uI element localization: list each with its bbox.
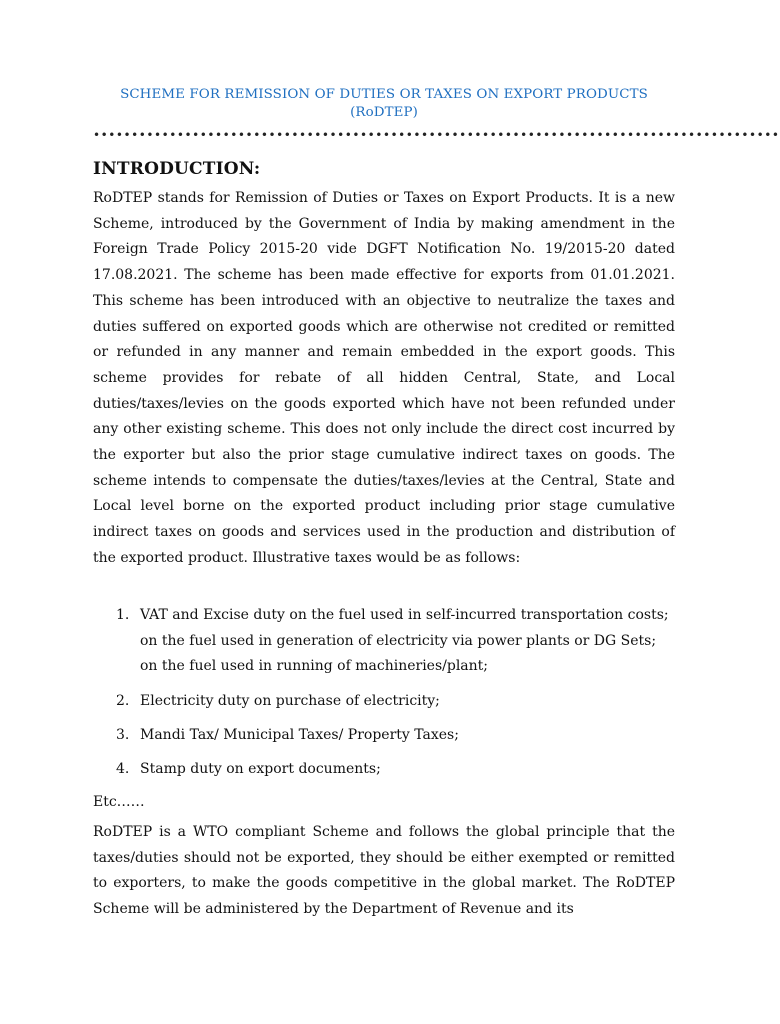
dotted-separator: •••••••••••••••••••••••••••••••••••••••••••••••••••••••••••••••••••••••••••••••••••••••••• — [93, 128, 780, 142]
illustrative-taxes-list — [93, 603, 675, 791]
list-item — [93, 689, 675, 715]
intro-paragraph: RoDTEP stands for Remission of Duties or Taxes on Export Products. It is a new Scheme, introduced by the Government of India by making amendment in the Foreign Trade Policy 2015-20 vide DGFT Notification No. 19/2015-20 dated 17.08.2021. The scheme has been made effective for exports from 01.01.2021. This scheme has been introduced with an objective to neutralize the taxes and duties suffered on exported goods which are otherwise not credited or remitted or refunded in any manner and remain embedded in the export goods. This scheme provides for rebate of all hidden Central, State, and Local duties/taxes/levies on the goods exported which have not been refunded under any other existing scheme. This does not only include the direct cost incurred by the exporter but also the prior stage cumulative indirect taxes on goods. The scheme intends to compensate the duties/taxes/levies at the Central, State and Local level borne on the exported product including prior stage cumulative indirect taxes on goods and services used in the production and distribution of the exported product. Illustrative taxes would be as follows: — [93, 190, 675, 566]
list-item-text: Electricity duty on purchase of electricity; — [140, 692, 440, 709]
title-line-2: (RoDTEP) — [350, 105, 418, 120]
document-title — [93, 86, 675, 122]
list-item-number: 3. — [116, 726, 130, 743]
list-item-text: Mandi Tax/ Municipal Taxes/ Property Taxes; — [140, 726, 459, 743]
list-item-text: VAT and Excise duty on the fuel used in self-incurred transportation costs; on the fuel used in generation of electricity via power plants or DG Sets; on the fuel used in running of machineries/plant; — [140, 607, 669, 675]
list-item-number: 2. — [116, 692, 130, 709]
list-item — [93, 603, 675, 680]
list-item-number: 1. — [116, 607, 130, 623]
etc-text: Etc…… — [93, 794, 145, 810]
title-line-1: SCHEME FOR REMISSION OF DUTIES OR TAXES ON EXPORT PRODUCTS — [120, 87, 648, 102]
list-item-text: Stamp duty on export documents; — [140, 761, 381, 778]
list-item — [93, 757, 675, 783]
list-item-number: 4. — [116, 761, 130, 778]
list-item — [93, 723, 675, 749]
section-heading: INTRODUCTION: — [93, 159, 261, 179]
wto-paragraph: RoDTEP is a WTO compliant Scheme and follows the global principle that the taxes/duties should not be exported, they should be either exempted or remitted to exporters, to make the goods competitive in the global market. The RoDTEP Scheme will be administered by the Department of Revenue and its — [93, 824, 675, 918]
